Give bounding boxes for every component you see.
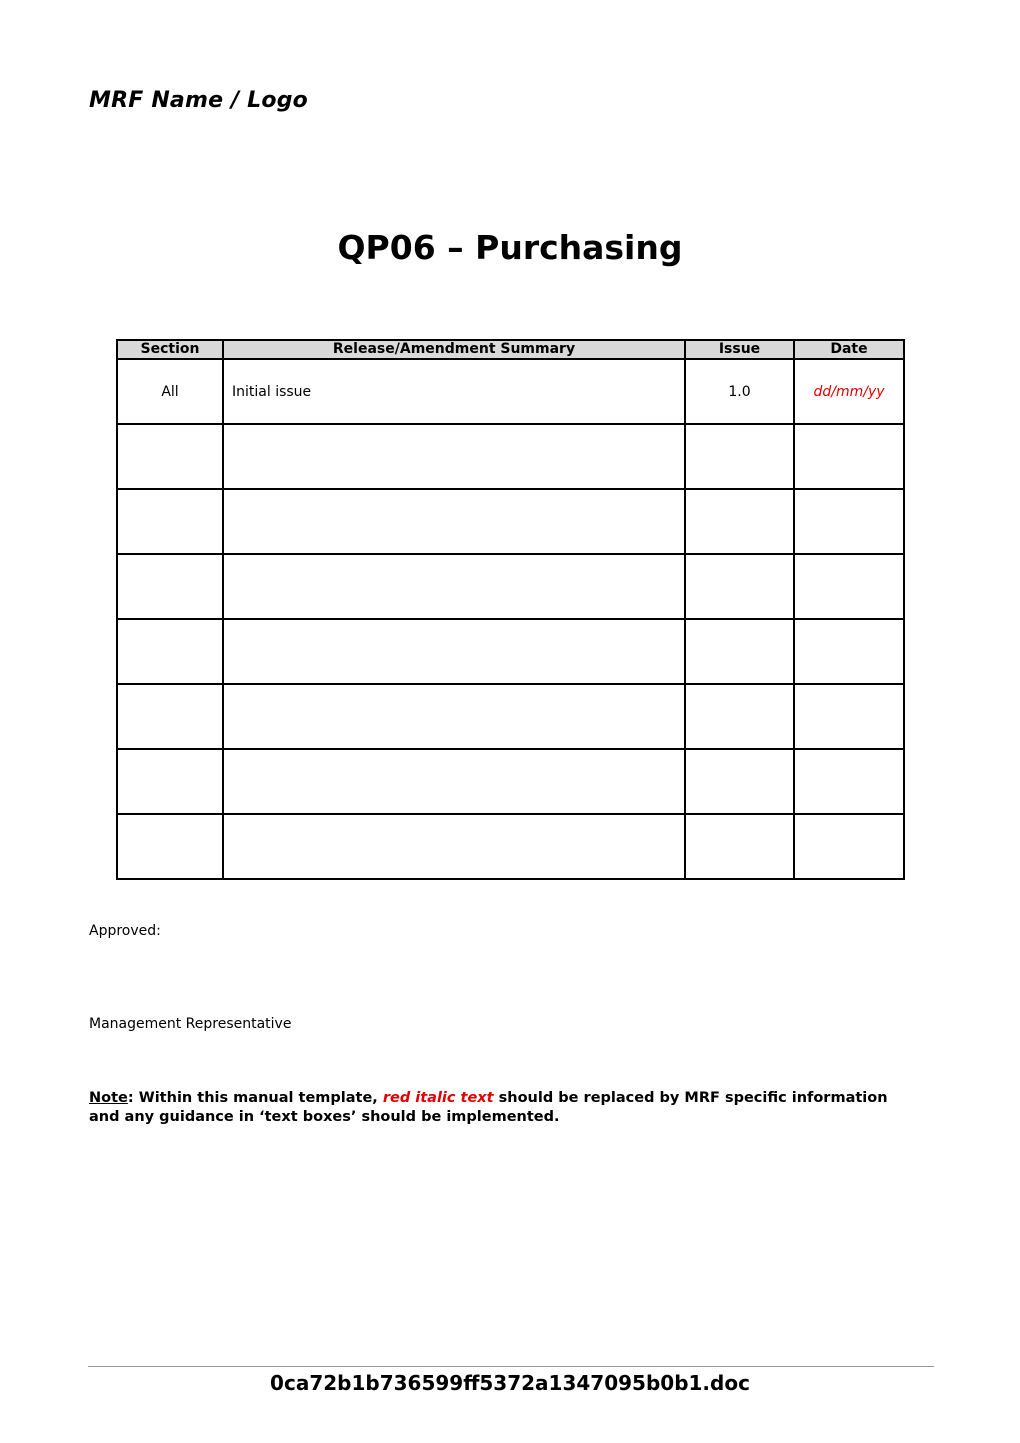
- cell-section: [117, 554, 223, 619]
- cell-issue: [685, 424, 794, 489]
- cell-date: [794, 554, 904, 619]
- document-title: QP06 – Purchasing: [337, 228, 683, 267]
- cell-date: [794, 749, 904, 814]
- cell-summary: [223, 554, 685, 619]
- cell-section: All: [117, 359, 223, 424]
- header-section: Section: [117, 340, 223, 359]
- cell-summary: [223, 424, 685, 489]
- cell-issue: [685, 554, 794, 619]
- cell-section: [117, 814, 223, 879]
- cell-issue: 1.0: [685, 359, 794, 424]
- note-text-part2: should be replaced by MRF specific information and any guidance in ‘text boxes’ should be implemented.: [89, 1090, 888, 1125]
- cell-issue: [685, 489, 794, 554]
- cell-date: [794, 489, 904, 554]
- cell-section: [117, 489, 223, 554]
- cell-summary: Initial issue: [223, 359, 685, 424]
- cell-date: [794, 424, 904, 489]
- table-row: [117, 554, 904, 619]
- approved-label: Approved:: [89, 923, 161, 939]
- table-row: [117, 749, 904, 814]
- cell-summary: [223, 814, 685, 879]
- header-issue: Issue: [685, 340, 794, 359]
- note-text-part1: : Within this manual template,: [127, 1090, 383, 1106]
- cell-section: [117, 749, 223, 814]
- cell-issue: [685, 619, 794, 684]
- table-row: [117, 489, 904, 554]
- note-label: Note: [89, 1090, 128, 1106]
- footer-divider: [88, 1366, 934, 1367]
- cell-summary: [223, 619, 685, 684]
- table-row: [117, 359, 904, 424]
- cell-summary: [223, 749, 685, 814]
- cell-section: [117, 424, 223, 489]
- cell-section: [117, 619, 223, 684]
- header-summary: Release/Amendment Summary: [223, 340, 685, 359]
- note-paragraph: [89, 1089, 919, 1127]
- cell-date: [794, 814, 904, 879]
- table-row: [117, 684, 904, 749]
- amendment-table: [116, 339, 905, 880]
- footer-filename: 0ca72b1b736599ff5372a1347095b0b1.doc: [270, 1371, 750, 1395]
- cell-date: [794, 684, 904, 749]
- cell-summary: [223, 489, 685, 554]
- cell-summary: [223, 684, 685, 749]
- cell-date: [794, 619, 904, 684]
- table-row: [117, 424, 904, 489]
- cell-section: [117, 684, 223, 749]
- signatory-title: Management Representative: [89, 1016, 292, 1032]
- table-row: [117, 814, 904, 879]
- header-date: Date: [794, 340, 904, 359]
- table-row: [117, 619, 904, 684]
- note-red-italic-text: red italic text: [382, 1090, 494, 1106]
- cell-issue: [685, 749, 794, 814]
- cell-issue: [685, 814, 794, 879]
- mrf-logo-placeholder: MRF Name / Logo: [89, 88, 308, 113]
- table-header-row: [117, 340, 904, 359]
- cell-date: dd/mm/yy: [794, 359, 904, 424]
- cell-issue: [685, 684, 794, 749]
